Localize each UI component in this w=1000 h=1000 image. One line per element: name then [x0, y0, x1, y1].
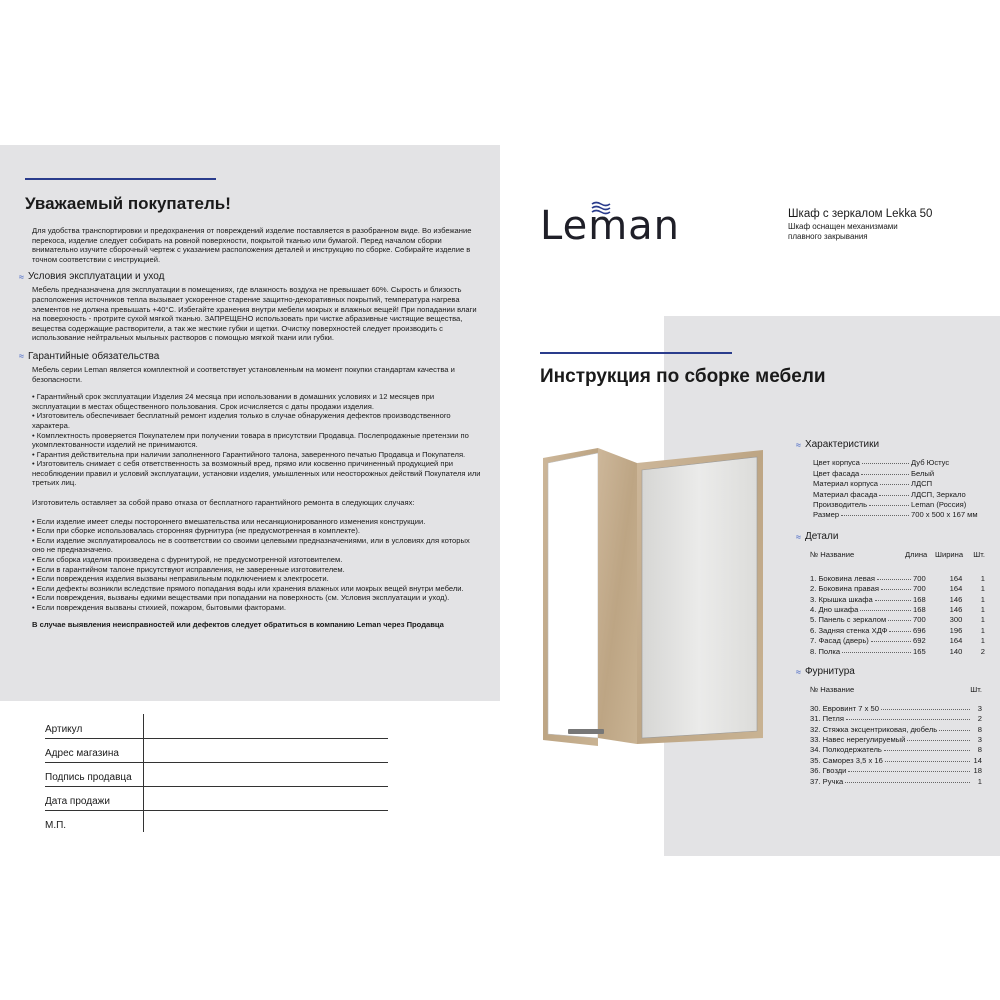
- refusal-list: [32, 517, 484, 613]
- dot-leader: [881, 589, 911, 590]
- wave-icon: ≈: [19, 351, 24, 362]
- dot-leader: [879, 495, 909, 496]
- part-width: 164: [949, 636, 963, 646]
- characteristics-title: Характеристики: [804, 439, 880, 450]
- part-length: 696: [913, 625, 926, 635]
- part-qty: 1: [980, 604, 985, 614]
- hardware-qty: 18: [973, 766, 982, 776]
- wave-icon: ≈: [796, 439, 801, 450]
- section-characteristics: [796, 439, 879, 450]
- warranty-bullet: • Комплектность проверяется Покупателем при получении товара в присутствии Продавца. Послепродажные претензии по укомплектованности изделий не принимаются.: [32, 430, 469, 450]
- refusal-intro: Изготовитель оставляет за собой право отказа от бесплатного гарантийного ремонта в следующих случаях:: [32, 498, 415, 508]
- hardware-qty: 1: [977, 776, 982, 786]
- product-title: Шкаф с зеркалом Lekka 50: [788, 208, 933, 220]
- hardware-name: 32. Стяжка эксцентриковая, дюбель: [810, 724, 938, 734]
- dot-leader: [881, 709, 970, 710]
- form-label: Адрес магазина: [45, 748, 119, 759]
- hardware-name: 31. Петля: [810, 714, 844, 724]
- hardware-row: [810, 754, 982, 764]
- char-label: Материал корпуса: [813, 479, 879, 489]
- dot-leader: [846, 719, 970, 720]
- section-care-title: Условия эксплуатации и уход: [27, 271, 165, 283]
- part-width: 146: [949, 604, 963, 614]
- refusal-item: • Если повреждения вызваны стихией, пожаром, бытовыми факторами.: [32, 603, 287, 612]
- product-subtitle-1: Шкаф оснащен механизмами: [788, 222, 898, 231]
- refusal-item: • Если изделие имеет следы постороннего вмешательства или несанкционированного изменения конструкции.: [32, 516, 426, 526]
- section-warranty: [19, 351, 484, 362]
- char-label: Материал фасада: [813, 489, 878, 499]
- part-row: [810, 583, 985, 593]
- char-row: [813, 509, 985, 519]
- section-warranty-title: Гарантийные обязательства: [27, 350, 160, 362]
- wave-icon: ≈: [796, 531, 801, 542]
- dot-leader: [888, 620, 911, 621]
- refusal-item: • Если изделие эксплуатировалось не в соответствии со своими целевыми предназначениями, или в условиях для которых оно не предназначено.: [32, 535, 470, 555]
- product-subtitle-2: плавного закрывания: [788, 232, 868, 241]
- part-row: [810, 614, 985, 624]
- part-qty: 1: [980, 594, 985, 604]
- hardware-qty: 14: [973, 755, 982, 765]
- part-length: 692: [913, 636, 926, 646]
- char-row: [813, 467, 985, 477]
- left-content: [19, 226, 484, 629]
- part-length: 168: [913, 594, 926, 604]
- product-cabinet-image: [538, 448, 770, 746]
- col-header-name: № Название: [810, 685, 855, 695]
- warranty-bullet: • Изготовитель снимает с себя ответственность за возможный вред, прямо или косвенно причиненный продукцией при несоблюдении правил и условий эксплуатации, установки изделия, умышленных или неосторожных действий Покупателя или третьих лиц.: [32, 459, 481, 488]
- part-qty: 1: [980, 584, 985, 594]
- hardware-name: 37. Ручка: [810, 776, 844, 786]
- dot-leader: [871, 641, 911, 642]
- dot-leader: [875, 600, 911, 601]
- warranty-bullet: • Гарантия действительна при наличии заполненного Гарантийного талона, заверенного печатью Продавца и Покупателя.: [32, 449, 466, 459]
- left-title: Уважаемый покупатель!: [25, 194, 231, 213]
- part-width: 140: [949, 646, 963, 656]
- intro-paragraph: Для удобства транспортировки и предохранения от повреждений изделие поставляется в разобранном виде. Во избежание перекоса, изделие следует собирать на ровной поверхности, покрытой тканью или бумагой. Перед началом сборки внимательно изучите сборочный чертеж с указанием расположения деталей и инструкцию по сборке. Собирайте изделие в точном соответствии с инструкцией.: [32, 226, 472, 264]
- dot-leader: [841, 515, 909, 516]
- form-label: Артикул: [45, 724, 83, 735]
- product-header: [788, 208, 986, 242]
- dot-leader: [860, 610, 911, 611]
- char-row: [813, 457, 985, 467]
- section-care: [19, 271, 484, 282]
- logo-text: Leman: [540, 203, 681, 249]
- hardware-row: [810, 734, 982, 744]
- left-accent-line: [25, 178, 216, 180]
- col-header-qty: Шт.: [970, 685, 982, 695]
- part-width: 146: [949, 594, 963, 604]
- parts-table: [810, 549, 985, 656]
- hardware-name: 36. Гвозди: [810, 766, 847, 776]
- dot-leader: [861, 474, 909, 475]
- warranty-bullet: • Изготовитель обеспечивает бесплатный ремонт изделия только в случае обнаружения дефектов производственного характера.: [32, 411, 451, 430]
- char-label: Цвет фасада: [813, 468, 860, 478]
- refusal-item: • Если повреждения, вызваны едкими веществами при попадании на поверхность (см. Условия эксплуатации и уход).: [32, 593, 450, 603]
- part-name: 3. Крышка шкафа: [810, 594, 873, 604]
- hardware-row: [810, 775, 982, 785]
- part-length: 165: [913, 646, 926, 656]
- hardware-row: [810, 723, 982, 733]
- refusal-item: • Если при сборке использовалась сторонняя фурнитура (не предусмотренная в комплекте).: [32, 526, 361, 536]
- col-header-qty: Шт.: [973, 550, 985, 560]
- char-value: ЛДСП: [911, 479, 933, 489]
- refusal-item: • Если сборка изделия произведена с фурнитурой, не предусмотренной изготовителем.: [32, 555, 343, 565]
- hardware-name: 30. Евровинт 7 x 50: [810, 703, 879, 713]
- dot-leader: [869, 505, 909, 506]
- wave-icon: ≈: [796, 666, 801, 677]
- part-name: 7. Фасад (дверь): [810, 636, 869, 646]
- brand-logo: [540, 196, 690, 252]
- warranty-bullet: • Гарантийный срок эксплуатации Изделия 24 месяца при использовании в домашних условиях и 12 месяцев при эксплуатации в местах общественного пользования. Срок исчисляется с даты продажи изделия.: [32, 392, 435, 411]
- form-row-store-address[interactable]: [45, 738, 388, 763]
- part-row: [810, 624, 985, 634]
- part-row: [810, 572, 985, 582]
- wave-icon: ≈: [19, 271, 24, 282]
- part-row: [810, 604, 985, 614]
- part-qty: 1: [980, 615, 985, 625]
- refusal-item: • Если повреждения изделия вызваны неправильным подключением к электросети.: [32, 574, 329, 584]
- section-hardware: [796, 666, 855, 677]
- refusal-item: • Если дефекты возникли вследствие прямого попадания воды или хранения влажных или мокрых вещей внутри мебели.: [32, 583, 464, 593]
- part-row: [810, 593, 985, 603]
- care-paragraph: Мебель предназначена для эксплуатации в помещениях, где влажность воздуха не превышает 60%. Сырость и близость расположения источников тепла вызывает ускоренное старение защитно-декоративных покрытий, температура нагрева элементов не должна превышать +40°С. Избегайте хранения внутри мебели мокрых и влажных вещей! При попадании влаги на поверхность - протрите сухой мягкой тканью. ЗАПРЕЩЕНО использовать при чистке абразивные чистящие вещества, вещества содержащие растворители, а так же жесткие губки и щетки. Очистку поверхностей следует производить с использование нейтральных мыльных растворов с помощью мягкой ткани или губки.: [32, 285, 477, 343]
- hardware-table: [810, 684, 982, 786]
- char-row: [813, 499, 985, 509]
- char-label: Производитель: [813, 499, 868, 509]
- part-qty: 1: [980, 573, 985, 583]
- form-label: М.П.: [45, 820, 67, 831]
- part-width: 300: [949, 615, 963, 625]
- dot-leader: [848, 771, 970, 772]
- form-row-article[interactable]: [45, 714, 388, 739]
- parts-header-row: [810, 549, 985, 559]
- char-row: [813, 488, 985, 498]
- part-name: 5. Панель с зеркалом: [810, 615, 887, 625]
- part-name: 6. Задняя стенка ХДФ: [810, 625, 888, 635]
- char-value: Белый: [911, 468, 935, 478]
- form-label: Подпись продавца: [45, 772, 132, 783]
- form-row-sale-date[interactable]: [45, 786, 388, 811]
- char-value: Дуб Юстус: [911, 458, 950, 468]
- warranty-bullets: [32, 392, 484, 488]
- form-row-seller-signature[interactable]: [45, 762, 388, 787]
- section-parts: [796, 531, 838, 542]
- dot-leader: [862, 463, 909, 464]
- col-header-length: Длина: [905, 550, 928, 560]
- part-qty: 1: [980, 625, 985, 635]
- hardware-name: 35. Саморез 3,5 x 16: [810, 755, 883, 765]
- part-width: 164: [949, 584, 963, 594]
- dot-leader: [884, 750, 970, 751]
- part-length: 700: [913, 615, 926, 625]
- dot-leader: [907, 740, 970, 741]
- char-value: 700 x 500 x 167 мм: [911, 510, 978, 520]
- warranty-paragraph: Мебель серии Leman является комплектной и соответствует установленным на момент покупки стандартам качества и безопасности.: [32, 364, 455, 384]
- part-name: 1. Боковина левая: [810, 573, 876, 583]
- col-header-name: № Название: [810, 550, 855, 560]
- part-name: 4. Дно шкафа: [810, 604, 859, 614]
- char-value: ЛДСП, Зеркало: [911, 489, 966, 499]
- part-width: 164: [949, 573, 963, 583]
- part-row: [810, 635, 985, 645]
- hardware-row: [810, 765, 982, 775]
- part-length: 700: [913, 573, 926, 583]
- char-row: [813, 478, 985, 488]
- hardware-qty: 8: [977, 745, 982, 755]
- hardware-row: [810, 744, 982, 754]
- characteristics-table: [813, 457, 985, 519]
- part-qty: 2: [980, 646, 985, 656]
- part-name: 2. Боковина правая: [810, 584, 879, 594]
- parts-title: Детали: [804, 531, 839, 542]
- part-name: 8. Полка: [810, 646, 841, 656]
- right-accent-line: [540, 352, 732, 354]
- form-label: Дата продажи: [45, 796, 110, 807]
- col-header-width: Ширина: [935, 550, 964, 560]
- hardware-qty: 2: [977, 714, 982, 724]
- part-length: 168: [913, 604, 926, 614]
- right-title: Инструкция по сборке мебели: [540, 366, 826, 387]
- dot-leader: [877, 579, 911, 580]
- char-value: Leman (Россия): [911, 499, 967, 509]
- part-length: 700: [913, 584, 926, 594]
- hardware-qty: 8: [977, 724, 982, 734]
- bold-note: В случае выявления неисправностей или дефектов следует обратиться в компанию Leman через Продавца: [32, 619, 444, 629]
- hardware-row: [810, 702, 982, 712]
- hardware-row: [810, 713, 982, 723]
- hardware-name: 34. Полкодержатель: [810, 745, 882, 755]
- hardware-qty: 3: [977, 734, 982, 744]
- char-label: Размер: [813, 510, 840, 520]
- dot-leader: [889, 631, 911, 632]
- dot-leader: [939, 730, 970, 731]
- hardware-name: 33. Навес нерегулируемый: [810, 734, 906, 744]
- hardware-qty: 3: [977, 703, 982, 713]
- dot-leader: [880, 484, 909, 485]
- dot-leader: [842, 652, 911, 653]
- hardware-header-row: [810, 684, 982, 694]
- char-label: Цвет корпуса: [813, 458, 860, 468]
- part-qty: 1: [980, 636, 985, 646]
- part-width: 196: [949, 625, 963, 635]
- hardware-title: Фурнитура: [804, 666, 855, 677]
- dot-leader: [845, 782, 970, 783]
- part-row: [810, 645, 985, 655]
- refusal-item: • Если в гарантийном талоне присутствуют исправления, не заверенные изготовителем.: [32, 564, 345, 574]
- dot-leader: [885, 761, 970, 762]
- form-row-stamp[interactable]: [45, 810, 388, 834]
